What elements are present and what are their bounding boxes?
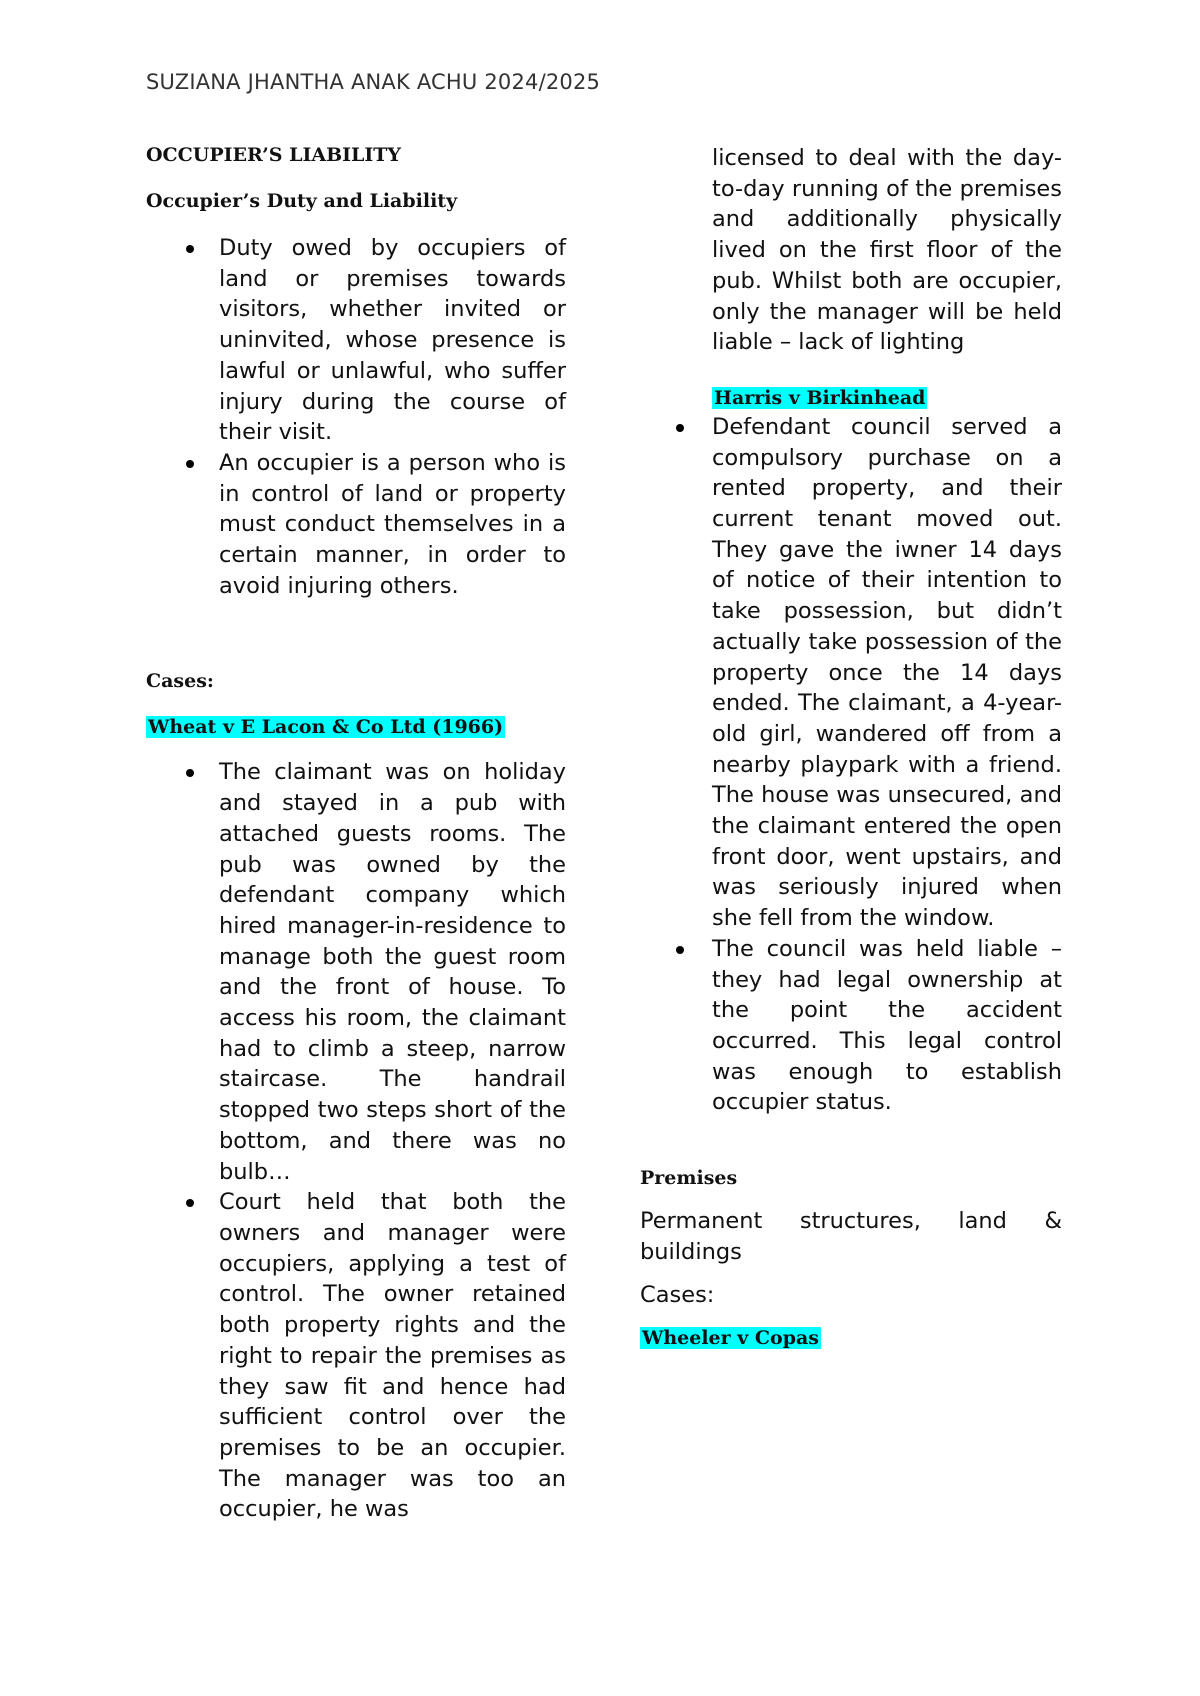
list-item: The council was held liable – they had legal ownership at the point the accident occurred. This legal control was enough to establish occupier status. [640,934,1062,1118]
case1-bullet-list [146,757,566,1525]
intro-bullet-list [146,233,566,601]
case-title-wheeler: Wheeler v Copas [642,1327,820,1350]
list-item: Court held that both the owners and manager were occupiers, applying a test of control. The owner retained both property rights and the right to repair the premises as they saw fit and hence had sufficient control over the premises to be an occupier. The manager was too an occupier, he was [146,1187,566,1525]
premises-heading: Premises [640,1167,738,1190]
case-title-harris: Harris v Birkinhead [714,386,926,409]
premises-text: Permanent structures, land & buildings [640,1208,1062,1265]
case2-bullet-list [640,412,1062,1118]
bullet-icon [186,1199,194,1207]
right-column [640,143,1062,1350]
list-item: Duty owed by occupiers of land or premises towards visitors, whether invited or uninvited, whose presence is lawful or unlawful, who suffer injury during the course of their visit. [146,233,566,448]
list-item: The claimant was on holiday and stayed in a pub with attached guests rooms. The pub was owned by the defendant company which hired manager-in-residence to manage both the guest room and the front of house. To access his room, the claimant had to climb a steep, narrow staircase. The handrail stopped two steps short of the bottom, and there was no bulb… [146,757,566,1187]
cases-label: Cases: [146,670,214,693]
section-subtitle: Occupier’s Duty and Liability [146,190,458,212]
bullet-icon [186,245,194,253]
section-title: OCCUPIER’S LIABILITY [146,144,401,166]
cases-label-right: Cases: [640,1281,715,1308]
bullet-icon [676,946,684,954]
list-item: Defendant council served a compulsory purchase on a rented property, and their current tenant moved out. They gave the iwner 14 days of notice of their intention to take possession, but didn’t actually take possession of the property once the 14 days ended. The claimant, a 4-year-old girl, wandered off from a nearby playpark with a friend. The house was unsecured, and the claimant entered the open front door, went upstairs, and was seriously injured when she fell from the window. [640,412,1062,934]
page-header: SUZIANA JHANTHA ANAK ACHU 2024/2025 [146,70,601,94]
left-column [146,143,566,1525]
bullet-icon [186,460,194,468]
continuation-paragraph: licensed to deal with the day-to-day running of the premises and additionally physically lived on the first floor of the pub. Whilst both are occupier, only the manager will be held liable – lack of lighting [712,145,1062,356]
list-item: An occupier is a person who is in control of land or property must conduct themselves in a certain manner, in order to avoid injuring others. [146,448,566,602]
bullet-icon [186,769,194,777]
bullet-icon [676,424,684,432]
case-title-wheat: Wheat v E Lacon & Co Ltd (1966) [148,716,504,739]
